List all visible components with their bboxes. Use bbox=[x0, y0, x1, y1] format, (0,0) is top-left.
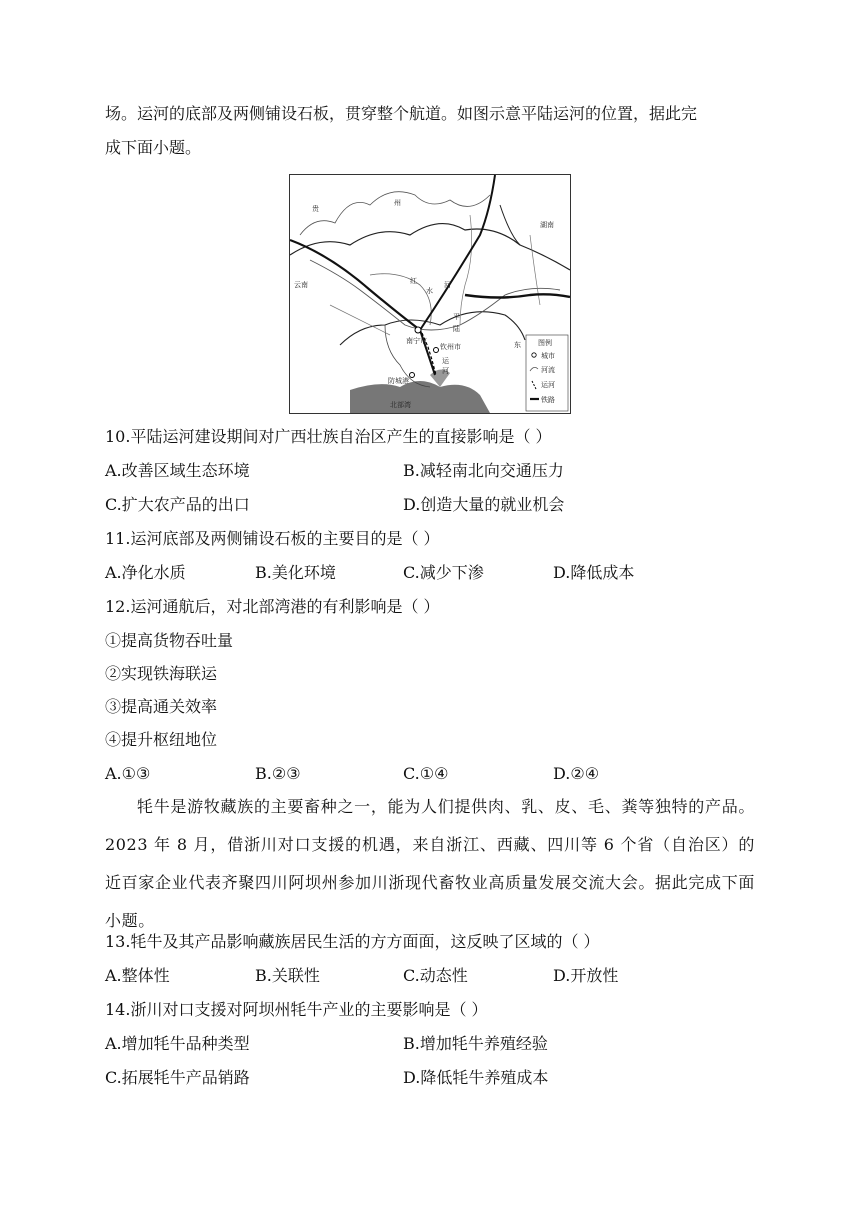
passage-yak: 牦牛是游牧藏族的主要畜种之一，能为人们提供肉、乳、皮、毛、粪等独特的产品。2023 年 8 月，借浙川对口支援的机遇，来自浙江、西藏、四川等 6 个省（自治区）的近百家企业代表齐聚四川阿坝州参加川浙现代畜牧业高质量发展交流大会。据此完成下面小题。 bbox=[105, 797, 755, 930]
question-14-option-b[interactable]: B.增加牦牛养殖经验 bbox=[403, 1034, 548, 1053]
question-10-option-b[interactable]: B.减轻南北向交通压力 bbox=[403, 461, 564, 480]
intro-line-2: 成下面小题。 bbox=[105, 138, 202, 157]
legend-city-symbol bbox=[532, 353, 536, 357]
question-10-options-row-1 bbox=[105, 454, 755, 488]
map-legend bbox=[526, 335, 568, 411]
label-hongshui-2: 水 bbox=[426, 287, 433, 295]
city-nanning bbox=[415, 327, 421, 333]
question-10-option-c[interactable]: C.扩大农产品的出口 bbox=[105, 495, 250, 514]
legend-canal: 运河 bbox=[541, 381, 555, 389]
legend-title: 图例 bbox=[538, 339, 552, 347]
question-13-option-d[interactable]: D.开放性 bbox=[553, 966, 619, 985]
label-canal-4: 河 bbox=[442, 367, 449, 375]
question-12-item-3: ③提高通关效率 bbox=[105, 697, 218, 716]
question-13-stem: 13.牦牛及其产品影响藏族居民生活的方方面面，这反映了区域的（ ） bbox=[105, 932, 600, 951]
label-hongshui-1: 红 bbox=[410, 277, 417, 285]
question-10-options-row-2 bbox=[105, 488, 755, 522]
boundary-east bbox=[500, 205, 520, 245]
legend-rail: 铁路 bbox=[541, 396, 555, 404]
question-14-options-row-1 bbox=[105, 1027, 755, 1061]
question-14-option-c[interactable]: C.拓展牦牛产品销路 bbox=[105, 1068, 250, 1087]
question-12-stem: 12.运河通航后，对北部湾港的有利影响是（ ） bbox=[105, 597, 440, 616]
label-fangcheng: 防城港 bbox=[388, 377, 409, 385]
question-12-option-c[interactable]: C.①④ bbox=[403, 764, 449, 783]
intro-line-1: 场。运河的底部及两侧铺设石板，贯穿整个航道。如图示意平陆运河的位置，据此完 bbox=[105, 104, 698, 123]
label-nanning: 南宁市 bbox=[406, 337, 427, 345]
label-yunnan: 云南 bbox=[294, 281, 308, 289]
label-hongshui-3: 河 bbox=[444, 281, 451, 289]
label-beibu: 北部湾 bbox=[390, 401, 411, 409]
question-11-option-b[interactable]: B.美化环境 bbox=[255, 563, 336, 582]
label-hunan: 湖南 bbox=[540, 221, 554, 229]
question-12-options bbox=[105, 757, 755, 791]
question-11-option-d[interactable]: D.降低成本 bbox=[553, 563, 635, 582]
railway-east bbox=[465, 294, 570, 297]
city-fangcheng bbox=[410, 373, 415, 378]
question-11-stem: 11.运河底部及两侧铺设石板的主要目的是（ ） bbox=[105, 529, 440, 548]
question-10-option-a[interactable]: A.改善区域生态环境 bbox=[105, 461, 250, 480]
question-11-option-a[interactable]: A.净化水质 bbox=[105, 563, 186, 582]
label-canal-3: 运 bbox=[442, 357, 449, 365]
label-guizhou-2: 州 bbox=[394, 199, 401, 207]
question-14-stem: 14.浙川对口支援对阿坝州牦牛产业的主要影响是（ ） bbox=[105, 1000, 488, 1019]
question-12-option-d[interactable]: D.②④ bbox=[553, 764, 600, 783]
city-qinzhou bbox=[434, 348, 439, 353]
label-canal-1: 平 bbox=[453, 313, 460, 321]
river-north bbox=[460, 215, 472, 325]
boundary-guangxi bbox=[340, 312, 525, 345]
question-13-options bbox=[105, 959, 755, 993]
question-12-option-b[interactable]: B.②③ bbox=[255, 764, 301, 783]
question-14-option-a[interactable]: A.增加牦牛品种类型 bbox=[105, 1034, 250, 1053]
map-svg bbox=[290, 175, 570, 413]
label-canal-2: 陆 bbox=[453, 325, 460, 333]
railway-west bbox=[290, 240, 420, 330]
question-11-options bbox=[105, 556, 755, 590]
question-13-option-c[interactable]: C.动态性 bbox=[403, 966, 468, 985]
question-12-option-a[interactable]: A.①③ bbox=[105, 764, 151, 783]
question-10-option-d[interactable]: D.创造大量的就业机会 bbox=[403, 495, 565, 514]
river-hongshui bbox=[370, 274, 431, 325]
label-qinzhou: 钦州市 bbox=[440, 343, 461, 351]
legend-river: 河流 bbox=[541, 366, 555, 374]
sea-area bbox=[350, 381, 490, 413]
question-14-option-d[interactable]: D.降低牦牛养殖成本 bbox=[403, 1068, 549, 1087]
question-12-item-4: ④提升枢纽地位 bbox=[105, 730, 218, 749]
pinglu-canal-map bbox=[289, 174, 571, 414]
question-14-options-row-2 bbox=[105, 1061, 755, 1095]
question-13-option-b[interactable]: B.关联性 bbox=[255, 966, 320, 985]
question-10-stem: 10.平陆运河建设期间对广西壮族自治区产生的直接影响是（ ） bbox=[105, 427, 552, 446]
legend-city: 城市 bbox=[541, 352, 555, 360]
railway-north bbox=[420, 175, 495, 330]
label-guangdong: 东 bbox=[514, 341, 521, 349]
question-12-item-2: ②实现铁海联运 bbox=[105, 664, 218, 683]
question-11-option-c[interactable]: C.减少下渗 bbox=[403, 563, 484, 582]
label-guizhou-1: 贵 bbox=[312, 205, 319, 213]
question-13-option-a[interactable]: A.整体性 bbox=[105, 966, 170, 985]
question-12-item-1: ①提高货物吞吐量 bbox=[105, 631, 234, 650]
boundary-north bbox=[290, 224, 570, 270]
